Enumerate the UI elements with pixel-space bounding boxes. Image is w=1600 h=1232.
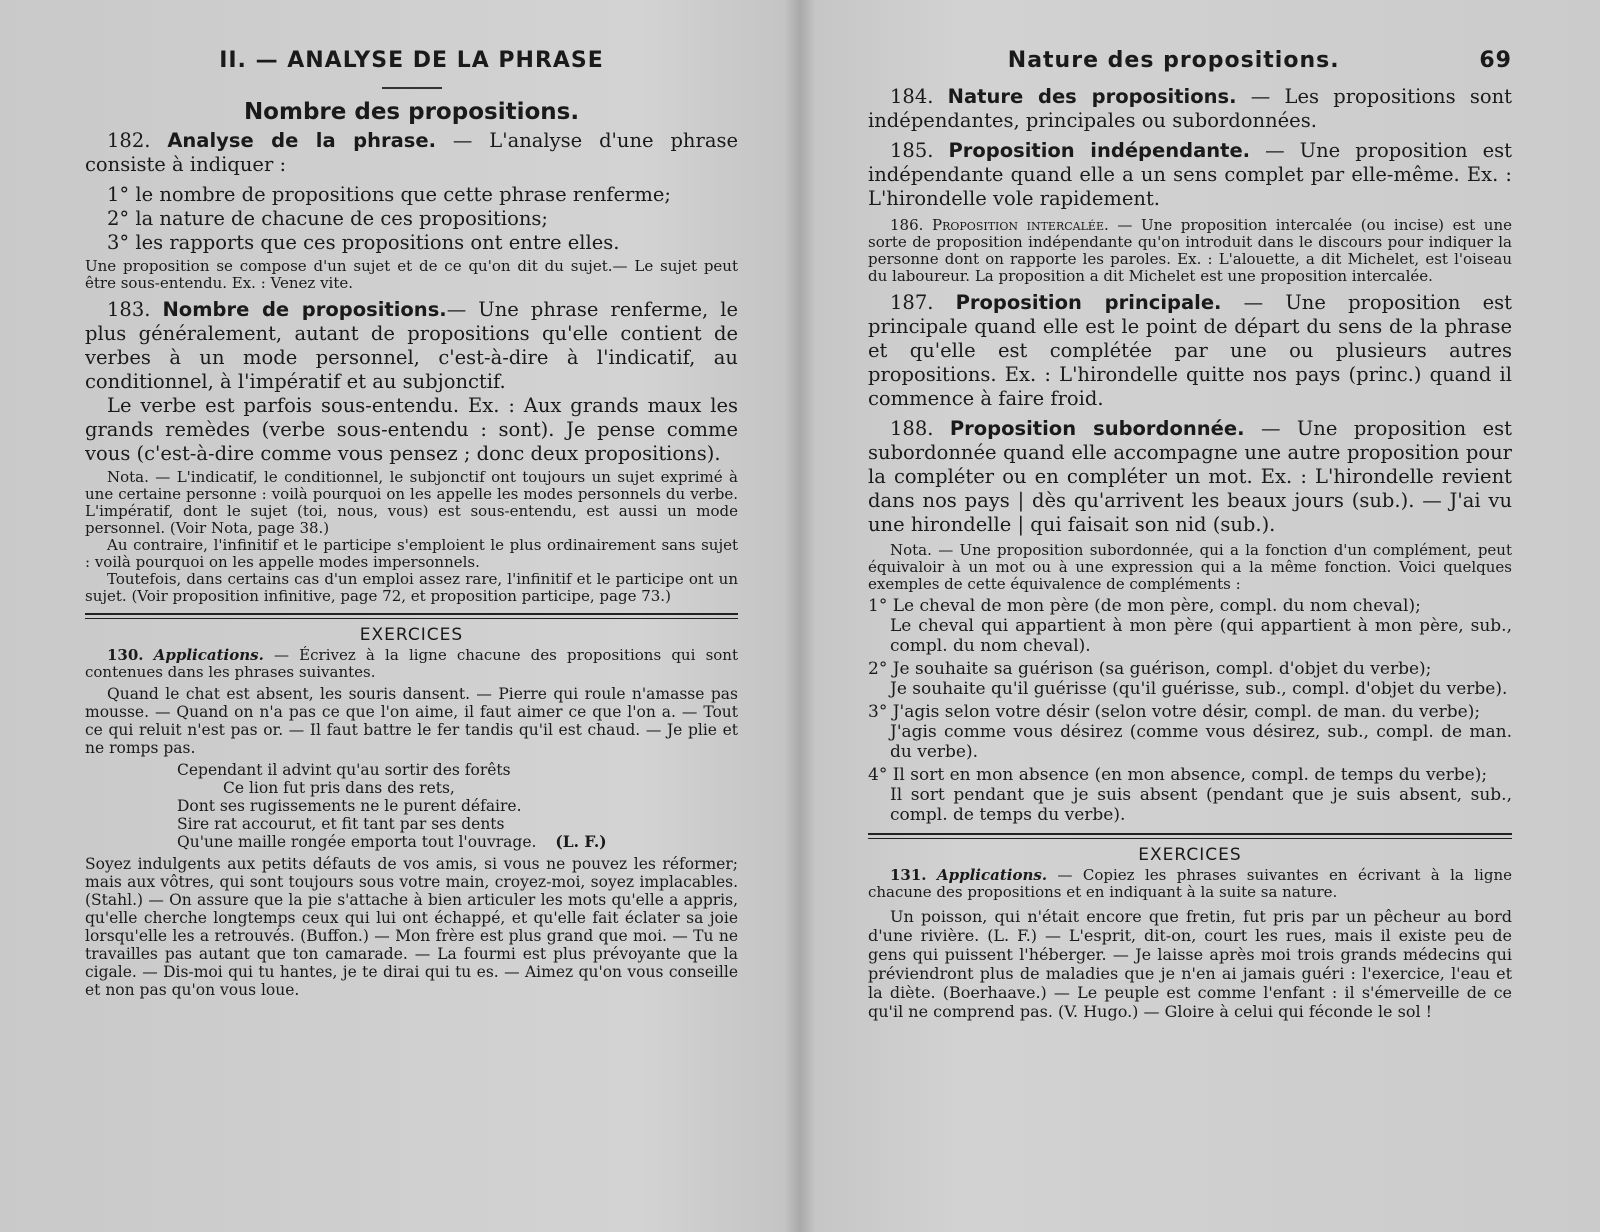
exercise-heading: Applications. <box>936 866 1048 884</box>
paragraph-184 <box>868 85 1512 133</box>
exercises-title: EXERCICES <box>1138 845 1242 865</box>
section-divider <box>868 833 1512 839</box>
exercise-130-instruction <box>85 647 738 681</box>
poem-source: (L. F.) <box>555 832 607 851</box>
poem-line-last <box>177 833 738 851</box>
right-page <box>800 0 1600 1232</box>
running-head-text: Nature des propositions. <box>1007 48 1340 73</box>
exercise-number: 131. <box>890 866 927 884</box>
list-item: 2° la nature de chacune de ces propositions; <box>107 207 549 230</box>
section-divider <box>85 613 738 619</box>
nota-188: Nota. — Une proposition subordonnée, qui a la fonction d'un complément, peut équivaloir à un mot ou à une expression qui a la même fonction. Voici quelques exemples de cette équivalence de compléments : <box>868 541 1512 593</box>
paragraph-heading: Proposition intercalée. <box>932 216 1109 234</box>
paragraph-text: — Une proposition est indépendante quand elle a un sens complet par elle-même. Ex. : L'hirondelle vole rapidement. <box>868 139 1513 210</box>
note-182: Une proposition se compose d'un sujet et de ce qu'on dit du sujet.— Le sujet peut être sous-entendu. Ex. : Venez vite. <box>85 257 738 292</box>
example-line: 4° Il sort en mon absence (en mon absence, compl. de temps du verbe); <box>868 765 1488 785</box>
paragraph-number: 186. <box>890 216 924 234</box>
poem <box>85 761 738 851</box>
exercise-heading: Applications. <box>153 646 264 664</box>
paragraph-heading: Nombre de propositions. <box>162 298 447 321</box>
paragraph-185 <box>868 139 1512 211</box>
paragraph-number: 183. <box>107 298 151 321</box>
equivalence-examples <box>868 596 1512 825</box>
paragraph-187 <box>868 291 1512 411</box>
nota-183-2: Au contraire, l'infinitif et le participe s'emploient le plus ordinairement sans sujet : voilà pourquoi on les appelle modes impersonnels. <box>85 536 738 571</box>
exercise-131-instruction <box>868 867 1512 901</box>
paragraph-text: — Les propositions sont indépendantes, principales ou subordonnées. <box>868 85 1513 132</box>
example-line: 2° Je souhaite sa guérison (sa guérison, compl. d'objet du verbe); <box>868 659 1432 679</box>
paragraph-183 <box>85 298 738 394</box>
paragraph-heading: Analyse de la phrase. <box>167 129 436 152</box>
example-line: J'agis comme vous désirez (comme vous désirez, sub., compl. de man. du verbe). <box>890 722 1512 762</box>
paragraph-number: 184. <box>890 85 934 108</box>
paragraph-text: — L'analyse d'une phrase consiste à indiquer : <box>85 129 738 176</box>
paragraph-heading: Proposition principale. <box>955 291 1222 314</box>
example-line: 1° Le cheval de mon père (de mon père, compl. du nom cheval); <box>868 596 1421 616</box>
exercise-text: — Écrivez à la ligne chacune des propositions qui sont contenues dans les phrases suivantes. <box>85 646 738 681</box>
paragraph-number: 182. <box>107 129 151 152</box>
paragraph-text: — Une proposition est principale quand elle est le point de départ du sens de la phrase et qu'elle est complétée par une ou plusieurs autres propositions. Ex. : L'hirondelle quitte nos pays (princ.) quand il commence à faire froid. <box>868 291 1513 410</box>
nota-183-3: Toutefois, dans certains cas d'un emploi assez rare, l'infinitif et le participe ont un sujet. (Voir proposition infinitive, page 72, et proposition participe, page 73.) <box>85 570 738 605</box>
list-item: 3° les rapports que ces propositions ont entre elles. <box>107 231 620 254</box>
exercise-130-para1: Quand le chat est absent, les souris dansent. — Pierre qui roule n'amasse pas mousse. — Quand on n'a pas ce que l'on aime, il faut aimer ce que l'on a. — Tout ce qui reluit n'est pas or. — Il faut battre le fer tandis qu'il est chaud. — Je plie et ne romps pas. <box>85 685 738 757</box>
running-head-text: II. — ANALYSE DE LA PHRASE <box>219 48 604 73</box>
example-line: Il sort pendant que je suis absent (pendant que je suis absent, sub., compl. de temps du verbe). <box>890 785 1512 825</box>
exercise-131-para: Un poisson, qui n'était encore que fretin, fut pris par un pêcheur au bord d'une rivière. (L. F.) — L'esprit, dit-on, court les rues, mais il existe peu de gens qui puissent l'héberger. — Je laisse après moi trois grands médecins qui préviendront plus de maladies que je n'en ai jamais guéri : l'exercice, l'eau et la diète. (Boerhaave.) — Le peuple est comme l'enfant : il s'émerveille de ce qu'il ne comprend pas. (V. Hugo.) — Gloire à celui qui féconde le sol ! <box>868 907 1512 1021</box>
example-line: Je souhaite qu'il guérisse (qu'il guérisse, sub., compl. d'objet du verbe). <box>890 679 1508 699</box>
section-title: Nombre des propositions. <box>243 99 580 125</box>
running-head-left <box>85 48 738 73</box>
paragraph-text: — Une proposition intercalée (ou incise) est une sorte de proposition indépendante qu'on introduit dans le discours pour indiquer la personne dont on rapporte les paroles. Ex. : L'alouette, a dit Michelet, est l'oiseau du laboureur. La proposition a dit Michelet est une proposition intercalée. <box>868 216 1512 285</box>
exercise-130-para2: Soyez indulgents aux petits défauts de vos amis, si vous ne pouvez les réformer; mais aux vôtres, qui sont toujours sous votre main, croyez-moi, soyez implacables. (Stahl.) — On assure que la pie s'attache à bien articuler les mots qu'elle a appris, qu'elle cherche longtemps ceux qui lui ont échappé, et qu'elle fait éclater sa joie lorsqu'elle les a retrouvés. (Buffon.) — Mon frère est plus grand que moi. — Tu ne travailles pas autant que ton camarade. — La fourmi est plus prévoyante que la cigale. — Dis-moi qui tu hantes, je te dirai qui tu es. — Aimez qu'on vous conseille et non pas qu'on vous loue. <box>85 855 738 999</box>
page-number: 69 <box>1479 48 1512 73</box>
title-rule <box>382 87 442 89</box>
example-line: Le cheval qui appartient à mon père (qui appartient à mon père, sub., compl. du nom cheval). <box>890 616 1512 656</box>
paragraph-188 <box>868 417 1512 537</box>
paragraph-182 <box>85 129 738 177</box>
exercise-number: 130. <box>107 646 144 664</box>
example-line: 3° J'agis selon votre désir (selon votre désir, compl. de man. du verbe); <box>868 702 1481 722</box>
running-head-right <box>868 48 1512 73</box>
paragraph-number: 187. <box>890 291 934 314</box>
paragraph-heading: Nature des propositions. <box>947 85 1237 108</box>
paragraph-text: — Une proposition est subordonnée quand elle accompagne une autre proposition pour la compléter ou en compléter un mot. Ex. : L'hirondelle revient dans nos pays | dès qu'arrivent les beaux jours (sub.). — J'ai vu une hirondelle | qui faisait son nid (sub.). <box>868 417 1512 536</box>
paragraph-183-cont: Le verbe est parfois sous-entendu. Ex. : Aux grands maux les grands remèdes (verbe sous-entendu : sont). Je pense comme vous (c'est-à-dire comme vous pensez ; donc deux propositions). <box>85 394 738 465</box>
list-item: 1° le nombre de propositions que cette phrase renferme; <box>107 183 671 206</box>
exercises-title: EXERCICES <box>359 625 464 645</box>
paragraph-number: 185. <box>890 139 934 162</box>
paragraph-186 <box>868 217 1512 285</box>
poem-line: Dont ses rugissements ne le purent défaire. <box>177 797 522 815</box>
nota-183: Nota. — L'indicatif, le conditionnel, le subjonctif ont toujours un sujet exprimé à une certaine personne : voilà pourquoi on les appelle les modes personnels du verbe. L'impératif, dont le sujet (toi, nous, vous) est sous-entendu, est aussi un mode personnel. (Voir Nota, page 38.) <box>85 468 738 537</box>
exercise-text: — Copiez les phrases suivantes en écrivant à la ligne chacune des propositions et en indiquant à la suite sa nature. <box>868 866 1512 901</box>
poem-line: Ce lion fut pris dans des rets, <box>223 779 455 797</box>
paragraph-number: 188. <box>890 417 934 440</box>
paragraph-heading: Proposition indépendante. <box>948 139 1251 162</box>
paragraph-text: — Une phrase renferme, le plus généralement, autant de propositions qu'elle contient de verbes à un mode personnel, c'est-à-dire à l'indicatif, au conditionnel, à l'impératif et au subjonctif. <box>85 298 739 393</box>
poem-line: Qu'une maille rongée emporta tout l'ouvrage. <box>177 833 537 851</box>
paragraph-heading: Proposition subordonnée. <box>949 417 1245 440</box>
poem-line: Cependant il advint qu'au sortir des forêts <box>177 761 511 779</box>
poem-line: Sire rat accourut, et fit tant par ses dents <box>177 815 505 833</box>
